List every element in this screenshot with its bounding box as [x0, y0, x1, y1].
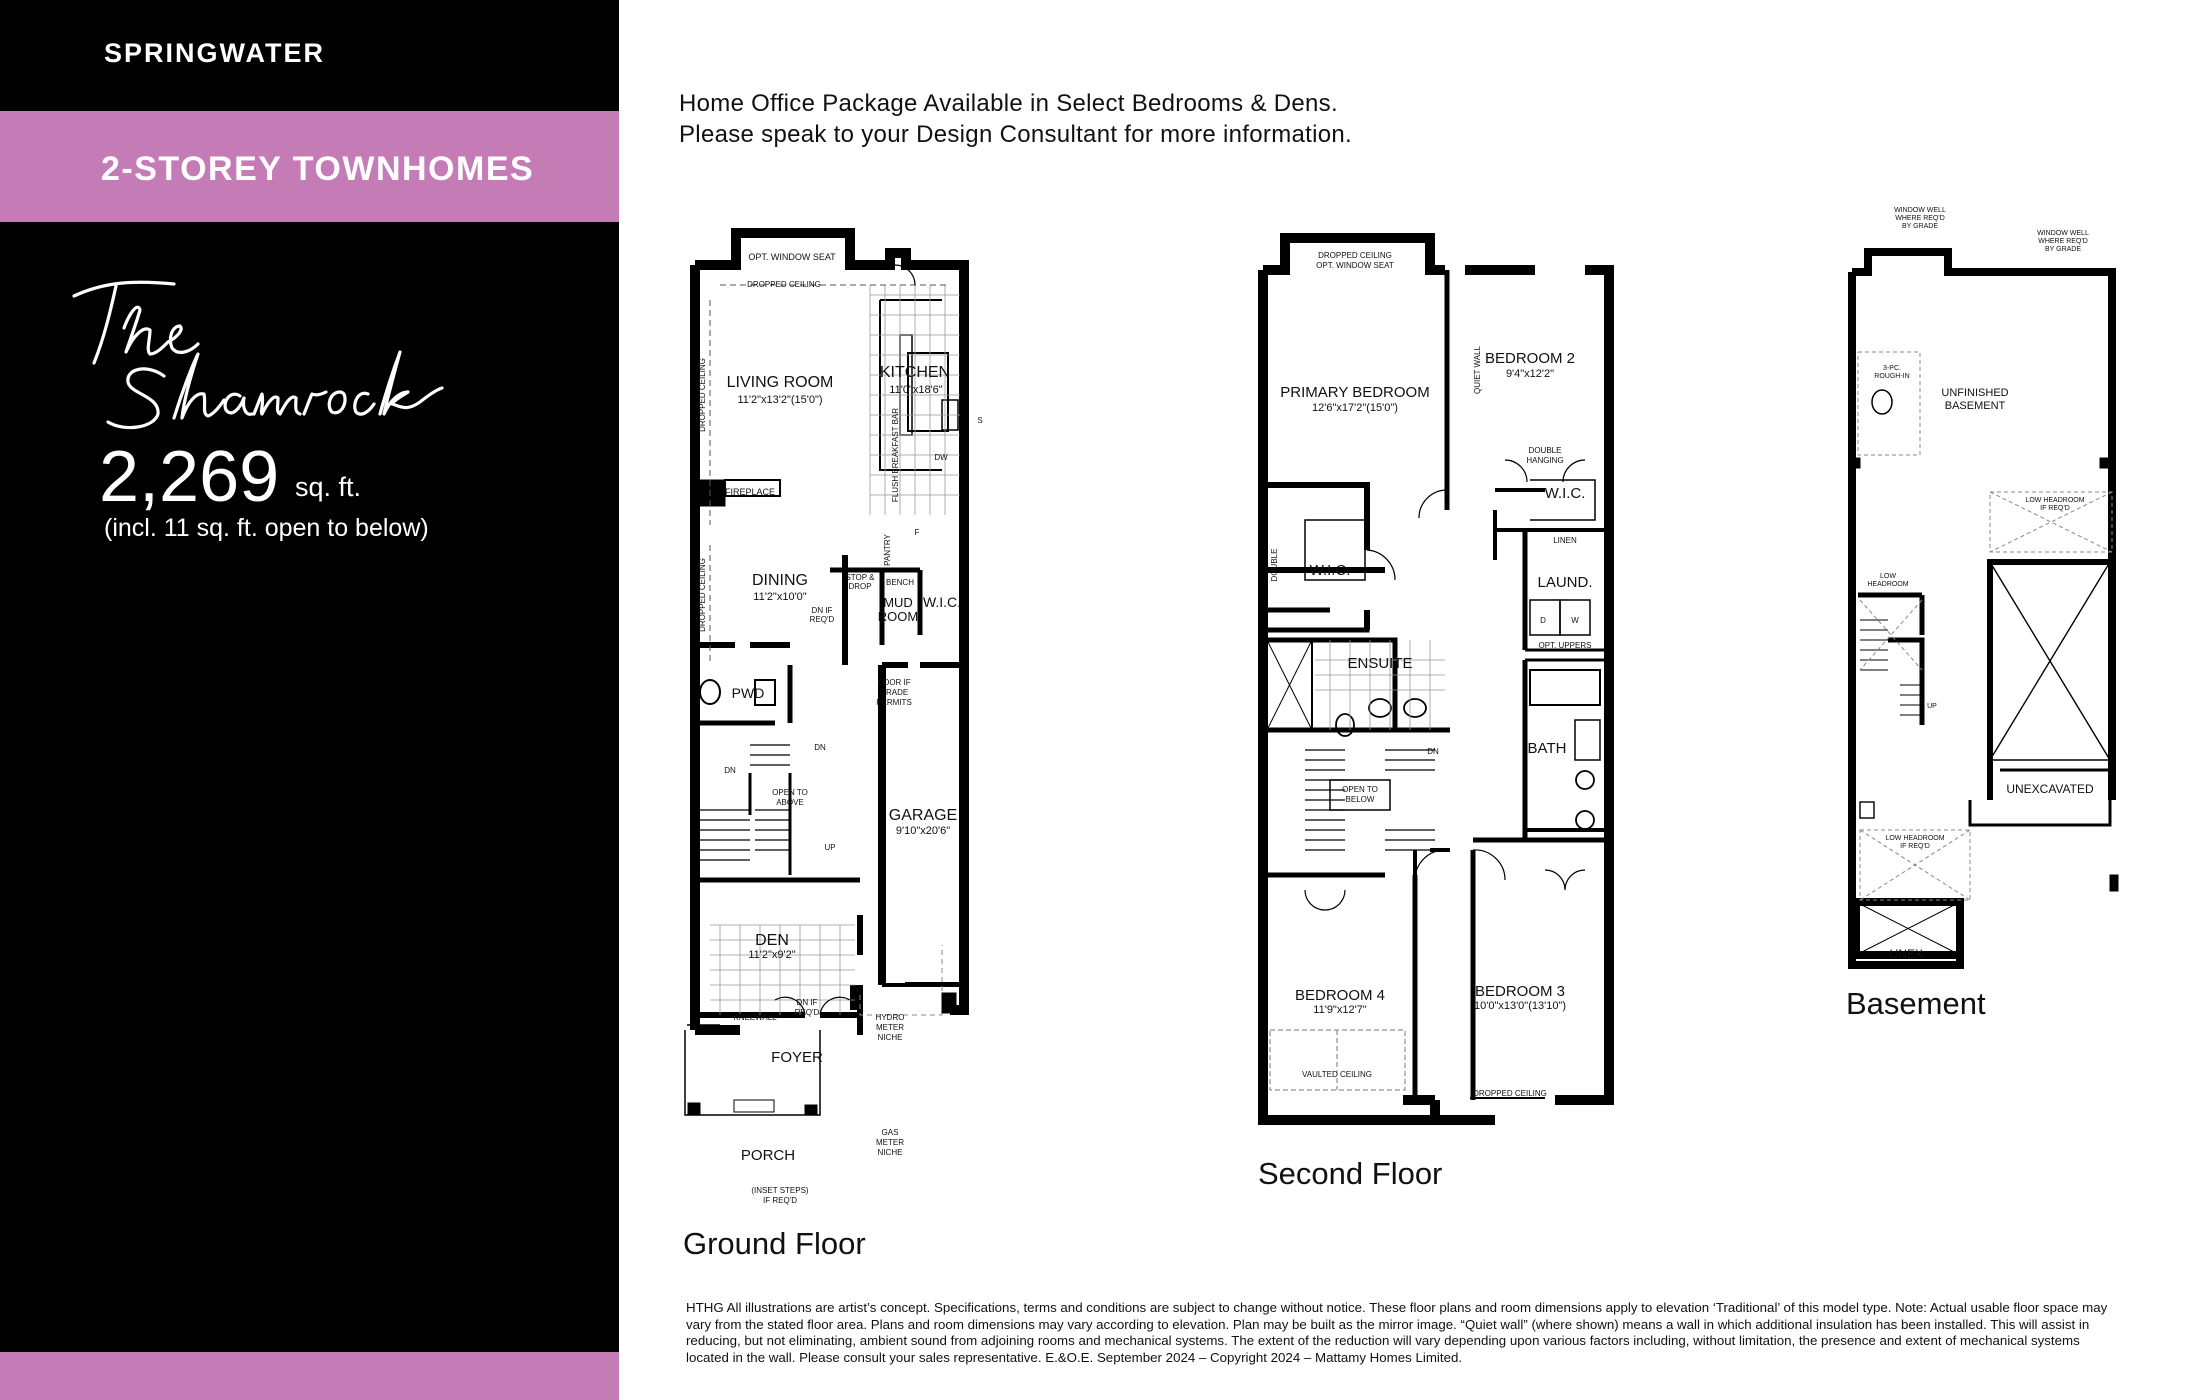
- bottom-accent-band: [0, 1352, 619, 1400]
- laundry-label: LAUND.: [1537, 574, 1593, 591]
- porch-label: PORCH: [740, 1147, 796, 1164]
- double-hanging-label-1: DOUBLE: [1528, 446, 1562, 455]
- kitchen-dimensions: 11'0"x18'6": [889, 384, 943, 396]
- double-hanging-label-2: DOUBLE: [1270, 548, 1279, 582]
- kneewall-label: KNEEWALL: [733, 1013, 777, 1022]
- basement-label: BASEMENT: [1944, 400, 2006, 412]
- foyer-label: FOYER: [771, 1049, 823, 1066]
- flush-breakfast-bar-label: FLUSH BREAKFAST BAR: [891, 407, 900, 503]
- powder-room-label: PWD: [731, 685, 765, 701]
- open-to-below-label: OPEN TO: [1342, 785, 1378, 794]
- gas-meter-label: METER: [876, 1138, 904, 1147]
- ground-floor-caption: Ground Floor: [683, 1226, 866, 1261]
- permits-label: PERMITS: [876, 698, 912, 707]
- above-label: ABOVE: [776, 798, 804, 807]
- den-dimensions: 11'2"x9'2": [748, 949, 796, 961]
- dining-label: DINING: [752, 572, 808, 589]
- foyer-dn-if-label: DN IF: [796, 998, 818, 1007]
- low-headroom-if-reqd-1: IF REQ'D: [2040, 505, 2070, 512]
- den-label: DEN: [755, 932, 789, 949]
- open-to-label: OPEN TO: [772, 788, 808, 797]
- double-hanging-label-1b: HANGING: [1526, 456, 1564, 465]
- stair-up-label: UP: [824, 843, 836, 852]
- stop-drop-label: STOP &: [845, 573, 875, 582]
- second-floor-plan: [1255, 230, 1615, 1130]
- dryer-label: D: [1540, 616, 1546, 625]
- low-headroom-label-2: LOW HEADROOM: [1885, 835, 1945, 842]
- kitchen-label: KITCHEN: [879, 364, 951, 381]
- window-well-by-grade-2: BY GRADE: [2044, 246, 2082, 253]
- window-well-by-grade-1: BY GRADE: [1901, 223, 1939, 230]
- opt-uppers-label: OPT. UPPERS: [1538, 641, 1592, 650]
- bench-label: BENCH: [885, 578, 915, 587]
- bedroom-3-dropped-ceiling-label: DROPPED CEILING: [1473, 1089, 1547, 1098]
- rough-in-label: 3-PC.: [1883, 365, 1901, 372]
- stop-drop-label-2: DROP: [848, 582, 872, 591]
- stair-dn-label-2: DN: [724, 766, 736, 775]
- hydro-meter-label: METER: [876, 1023, 904, 1032]
- bedroom-2-dimensions: 9'4"x12'2": [1505, 368, 1555, 380]
- window-well-label-2: WINDOW WELL: [2037, 230, 2089, 237]
- living-room-dimensions: 11'2"x13'2"(15'0"): [737, 394, 823, 406]
- bedroom-3-label: BEDROOM 3: [1474, 983, 1566, 1000]
- vaulted-ceiling-label: VAULTED CEILING: [1302, 1070, 1372, 1079]
- mud-room-label: MUD: [883, 595, 913, 610]
- unexcavated-label: UNEXCAVATED: [2006, 782, 2094, 796]
- low-label: LOW: [1880, 573, 1896, 580]
- fridge-label: F: [914, 528, 920, 537]
- bath-label: BATH: [1527, 740, 1567, 757]
- intro-line-2: Please speak to your Design Consultant for more information.: [679, 121, 1352, 148]
- basement-caption: Basement: [1846, 986, 1986, 1021]
- bedroom-2-wic-label: W.I.C.: [1544, 485, 1586, 502]
- living-room-label: LIVING ROOM: [726, 374, 834, 391]
- square-footage-unit: sq. ft.: [295, 472, 362, 502]
- low-headroom-if-reqd-2: IF REQ'D: [1900, 843, 1930, 850]
- open-to-below-label-2: BELOW: [1345, 795, 1375, 804]
- stair-dn-label-1: DN: [814, 743, 826, 752]
- window-well-label-1: WINDOW WELL: [1894, 207, 1946, 214]
- inset-steps-if-reqd-label: IF REQ'D: [763, 1196, 797, 1205]
- unfinished-label: UNFINISHED: [1941, 387, 2009, 399]
- ground-opt-window-seat: OPT. WINDOW SEAT: [748, 252, 836, 262]
- basement-up-label: UP: [1927, 703, 1937, 710]
- unex-label: UNEX.: [1889, 947, 1927, 961]
- ground-reqd-label: REQ'D: [809, 615, 835, 624]
- grade-label: GRADE: [879, 688, 909, 697]
- low-headroom-label-1: LOW HEADROOM: [2025, 497, 2085, 504]
- ground-wic-label: W.I.C.: [922, 594, 962, 610]
- living-dropped-ceiling-label: DROPPED CEILING: [698, 358, 707, 432]
- intro-text: [679, 88, 1352, 150]
- bedroom-3-dimensions: 10'0"x13'0"(13'10"): [1473, 1000, 1567, 1012]
- fireplace-label: FIREPLACE: [724, 487, 776, 497]
- pantry-label: PANTRY: [883, 534, 892, 566]
- ensuite-label: ENSUITE: [1347, 655, 1413, 672]
- community-name: SPRINGWATER: [104, 38, 326, 68]
- hydro-label: HYDRO: [875, 1013, 905, 1022]
- second-opt-window-seat-label: OPT. WINDOW SEAT: [1316, 261, 1394, 270]
- garage-dimensions: 9'10"x20'6": [895, 825, 951, 837]
- mud-room-label-2: ROOM: [877, 609, 919, 624]
- sink-label: S: [977, 416, 983, 425]
- intro-line-1: Home Office Package Available in Select Bedrooms & Dens.: [679, 90, 1338, 117]
- bedroom-4-label: BEDROOM 4: [1294, 987, 1386, 1004]
- model-name-script: [64, 268, 444, 438]
- window-well-where-reqd-1: WHERE REQ'D: [1895, 215, 1945, 222]
- bedroom-2-label: BEDROOM 2: [1484, 350, 1576, 367]
- headroom-label: HEADROOM: [1867, 581, 1909, 588]
- second-dropped-ceiling-label: DROPPED CEILING: [1318, 251, 1392, 260]
- ground-dn-if-label: DN IF: [811, 606, 833, 615]
- gas-niche-label: NICHE: [877, 1148, 903, 1157]
- garage-label: GARAGE: [888, 807, 958, 824]
- legal-disclaimer: HTHG All illustrations are artist’s concept. Specifications, terms and conditions are subject to change without notice. These floor plans and room dimensions apply to elevation ‘Traditional’ of this model type. Note: Actual usable floor space may vary from the stated floor area. Plans and room dimensions may vary according to elevation. Plan may be built as the mirror image. “Quiet wall” (where shown) means a wall in which additional insulation has been installed. This will assist in reducing, but not eliminating, ambient sound from adjoining rooms and mechanical systems. The extent of the reduction will vary depending upon various factors including, without limitation, the presence and extent of mechanical systems located in the wall. Please consult your sales representative. E.&O.E. September 2024 – Copyright 2024 – Mattamy Homes Limited.: [686, 1300, 2108, 1365]
- dining-dropped-ceiling-label: DROPPED CEILING: [698, 558, 707, 632]
- door-if-label: DOOR IF: [877, 678, 911, 687]
- primary-bedroom-label: PRIMARY BEDROOM: [1280, 384, 1430, 401]
- second-stair-dn-label: DN: [1427, 747, 1439, 756]
- primary-bedroom-dimensions: 12'6"x17'2"(15'0"): [1312, 402, 1398, 414]
- linen-label: LINEN: [1553, 536, 1577, 545]
- primary-wic-label: W.I.C.: [1309, 562, 1351, 579]
- dishwasher-label: DW: [934, 453, 948, 462]
- dining-dimensions: 11'2"x10'0": [753, 591, 807, 603]
- foyer-reqd-label: REQ'D: [794, 1008, 820, 1017]
- hydro-niche-label: NICHE: [877, 1033, 903, 1042]
- inset-steps-label: (INSET STEPS): [751, 1186, 809, 1195]
- ground-floor-plan: [680, 225, 1060, 1215]
- basement-plan: [1840, 200, 2140, 980]
- product-type: 2-STOREY TOWNHOMES: [101, 150, 535, 188]
- quiet-wall-label: QUIET WALL: [1473, 345, 1482, 395]
- gas-label: GAS: [881, 1128, 899, 1137]
- washer-label: W: [1571, 616, 1579, 625]
- window-well-where-reqd-2: WHERE REQ'D: [2038, 238, 2088, 245]
- square-footage-note: (incl. 11 sq. ft. open to below): [104, 514, 429, 542]
- rough-in-label-2: ROUGH-IN: [1874, 373, 1910, 380]
- second-floor-caption: Second Floor: [1258, 1156, 1443, 1191]
- ground-dropped-ceiling: DROPPED CEILING: [747, 280, 821, 289]
- bedroom-4-dimensions: 11'9"x12'7": [1313, 1004, 1367, 1016]
- square-footage: 2,269: [99, 437, 280, 517]
